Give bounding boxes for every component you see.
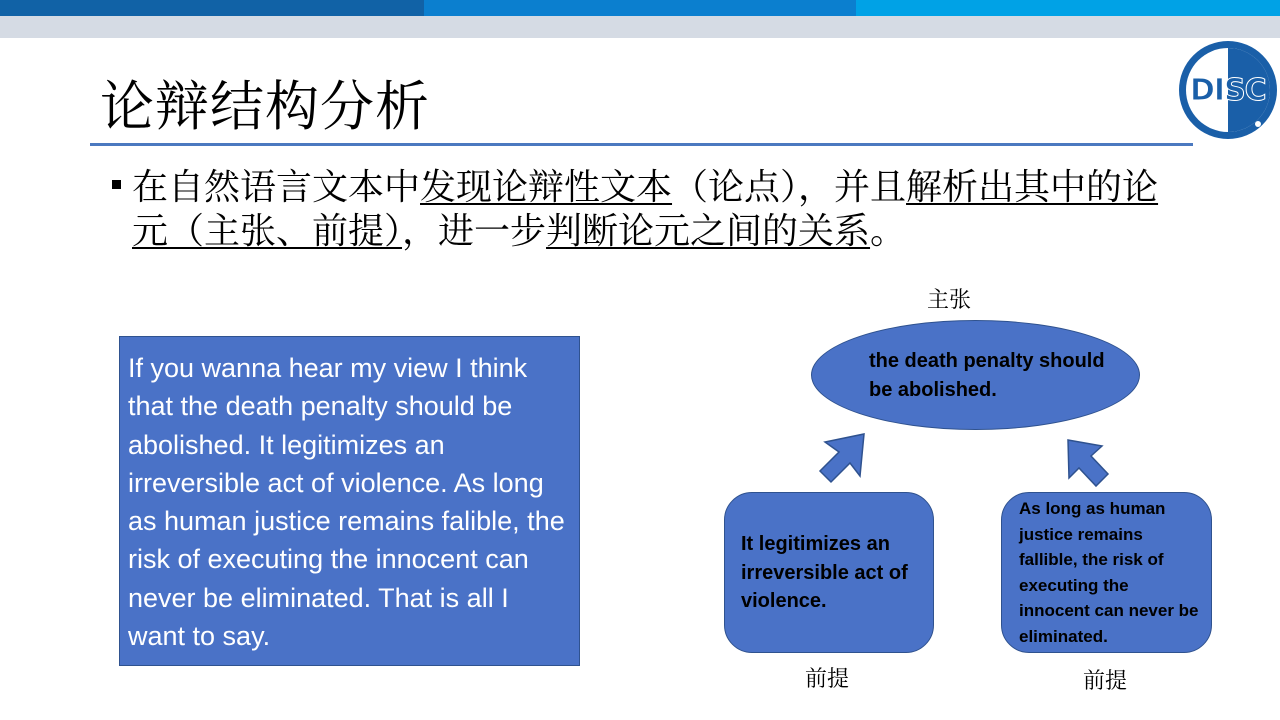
top-banner: [0, 0, 1280, 16]
claim-text: the death penalty should be abolished.: [869, 350, 1105, 401]
bullet-text: 在自然语言文本中发现论辩性文本（论点），并且解析出其中的论元（主张、前提），进一步判断论元之间的关系。: [132, 167, 1159, 252]
top-banner-segment-1: [0, 0, 424, 16]
example-text-box: [119, 336, 580, 666]
disc-logo-icon: [1176, 38, 1280, 142]
title-divider: [90, 143, 1193, 146]
premise-label-1: 前提: [805, 667, 850, 692]
underlined-phrase: 解析出其中的论元（主张、前提）: [132, 167, 1159, 252]
page-title: 论辩结构分析: [100, 75, 430, 138]
support-arrow-icon: [812, 430, 876, 486]
claim-label: 主张: [927, 288, 972, 313]
svg-text:DISC: DISC: [1190, 73, 1266, 108]
premise-text-1: It legitimizes an irreversible act of violence.: [741, 533, 908, 612]
top-banner-segment-3: [856, 0, 1280, 16]
header-band: [0, 16, 1280, 38]
support-arrow-icon: [1058, 434, 1114, 490]
underlined-phrase: 发现论辩性文本: [420, 167, 673, 208]
underlined-phrase: 判断论元之间的关系: [546, 211, 871, 252]
premise-text-2: As long as human justice remains fallible, the risk of executing the innocent can never be eliminated.: [1019, 499, 1199, 646]
top-banner-segment-2: [424, 0, 856, 16]
bullet-square-icon: [112, 180, 121, 189]
premise-label-2: 前提: [1083, 669, 1128, 694]
example-text: If you wanna hear my view I think that the death penalty should be abolished. It legitimizes an irreversible act of violence. As long as human justice remains falible, the risk of executing the innocent can never be eliminated. That is all I want to say.: [128, 353, 565, 652]
